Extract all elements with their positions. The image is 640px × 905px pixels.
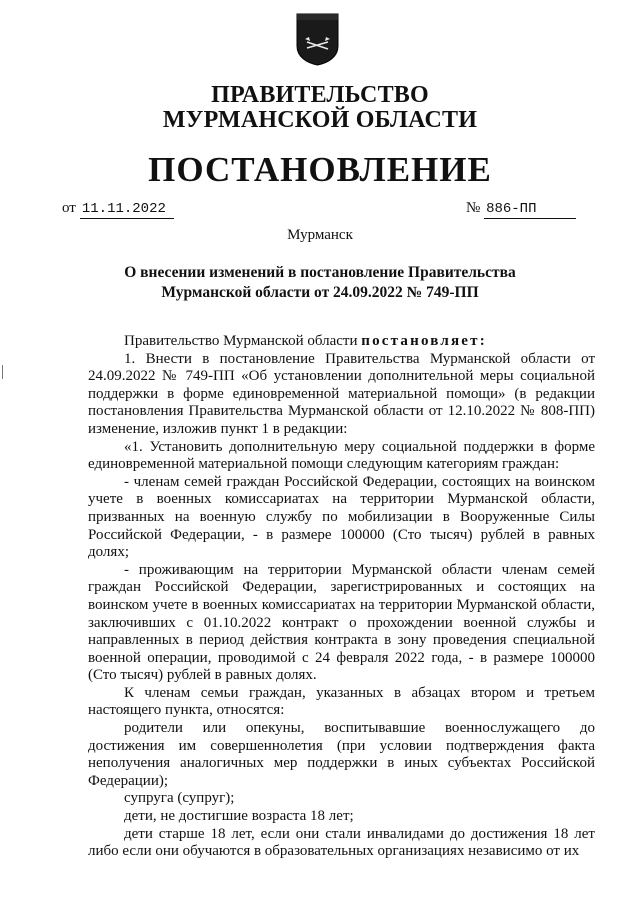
- intro-paragraph: [88, 333, 595, 351]
- paragraph-6: родители или опекуны, воспитывавшие военнослужащего до достижения им совершеннолетия (при условии подтверждения факта неполучения аналогичных мер поддержки в иных субъектах Российской Федерации);: [88, 720, 595, 789]
- intro-decree-word: постановляет:: [361, 333, 487, 349]
- document-body: [88, 333, 595, 861]
- number-prefix: №: [466, 200, 481, 216]
- document-date: [62, 198, 174, 219]
- subject-line2: Мурманской области от 24.09.2022 № 749-ПП: [161, 284, 479, 301]
- paragraph-2: «1. Установить дополнительную меру социальной поддержки в форме единовременной материальной помощи следующим категориям граждан:: [88, 438, 595, 473]
- number-value: 886-ПП: [484, 201, 576, 219]
- organization-title-line1: ПРАВИТЕЛЬСТВО: [211, 82, 429, 108]
- date-value: 11.11.2022: [80, 201, 174, 219]
- paragraph-4: - проживающим на территории Мурманской области членам семей граждан Российской Федерации, зарегистрированных и состоящих на воинском учете в военных комиссариатах на территории Мурманской области, заключивших с 01.10.2022 контракт о прохождении военной службы и направленных в период действия контракта в зону проведения специальной военной операции, проводимой с 24 февраля 2022 года, - в размере 100000 (Сто тысяч) рублей в равных долях.: [88, 561, 595, 684]
- margin-mark: [2, 365, 3, 379]
- city-name: Мурманск: [287, 227, 353, 243]
- document-number: [466, 198, 576, 219]
- subject-line1: О внесении изменений в постановление Правительства: [124, 264, 516, 281]
- intro-text: Правительство Мурманской области: [124, 333, 362, 349]
- coat-of-arms-emblem: [295, 12, 340, 66]
- paragraph-5: К членам семьи граждан, указанных в абзацах втором и третьем настоящего пункта, относятся:: [88, 684, 595, 719]
- document-type-heading: ПОСТАНОВЛЕНИЕ: [148, 150, 492, 189]
- paragraph-1: 1. Внести в постановление Правительства Мурманской области от 24.09.2022 № 749-ПП «Об установлении дополнительной меры социальной поддержки в форме единовременной материальной помощи» (в редакции постановления Правительства Мурманской области от 12.10.2022 № 808-ПП) изменение, изложив пункт 1 в редакции:: [88, 350, 595, 437]
- paragraph-8: дети, не достигшие возраста 18 лет;: [124, 808, 354, 825]
- date-prefix: от: [62, 200, 76, 216]
- paragraph-3: - членам семей граждан Российской Федерации, состоящих на воинском учете в военных комиссариатах на территории Мурманской области, призванных на военную службу по мобилизации в Вооруженные Силы Российской Федерации, - в размере 100000 (Сто тысяч) рублей в равных долях;: [88, 473, 595, 561]
- organization-title-line2: МУРМАНСКОЙ ОБЛАСТИ: [162, 107, 478, 133]
- paragraph-9: дети старше 18 лет, если они стали инвалидами до достижения 18 лет либо если они обучаются в образовательных организациях независимо от их: [88, 825, 595, 860]
- paragraph-7: супруга (супруг);: [124, 790, 235, 807]
